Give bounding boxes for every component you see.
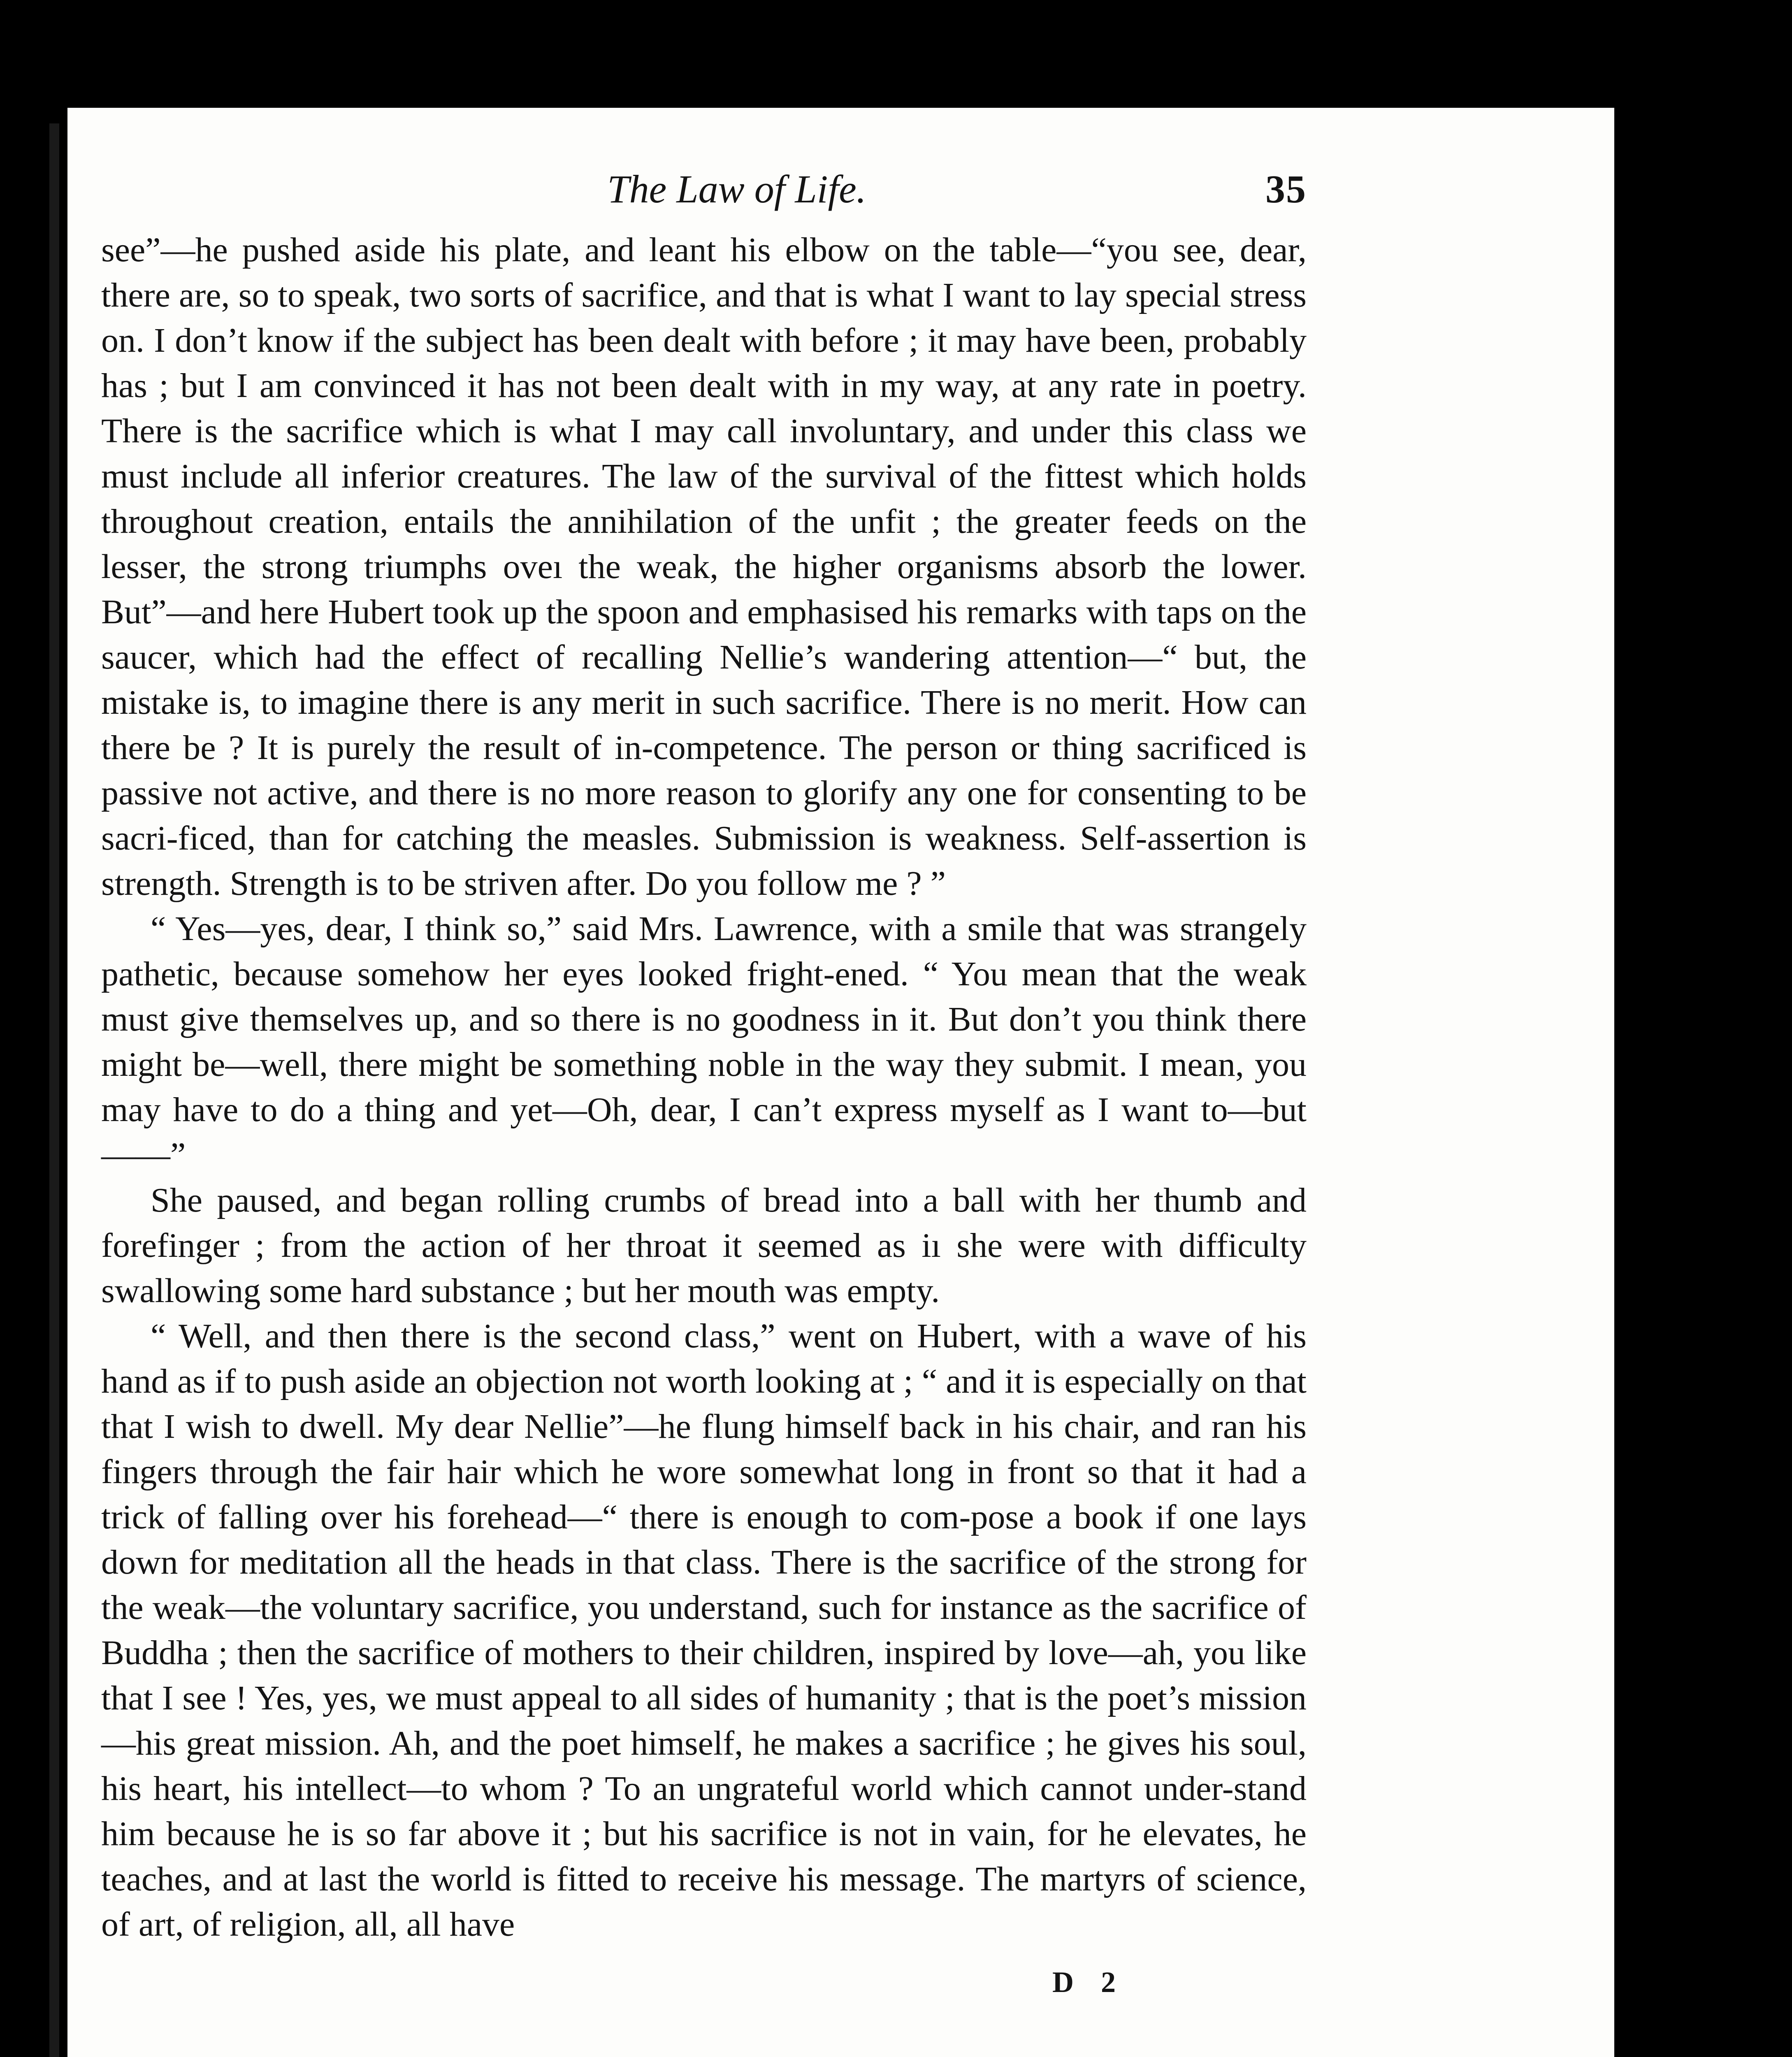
- page-content: [101, 167, 1307, 2005]
- paragraph-1: see”—he pushed aside his plate, and leant his elbow on the table—“you see, dear, there are, so to speak, two sorts of sacrifice, and that is what I want to lay special stress on. I don’t know if the subject has been dealt with before ; it may have been, probably has ; but I am convinced it has not been dealt with in my way, at any rate in poetry. There is the sacrifice which is what I may call involuntary, and under this class we must include all inferior creatures. The law of the survival of the fittest which holds throughout creation, entails the annihilation of the unfit ; the greater feeds on the lesser, the strong triumphs oveı the weak, the higher organisms absorb the lower. But”—and here Hubert took up the spoon and emphasised his remarks with taps on the saucer, which had the effect of recalling Nellie’s wandering attention—“ but, the mistake is, to imagine there is any merit in such sacrifice. There is no merit. How can there be ? It is purely the result of in-competence. The person or thing sacrificed is passive not active, and there is no more reason to glorify any one for consenting to be sacri-ficed, than for catching the measles. Submission is weakness. Self-assertion is strength. Strength is to be striven after. Do you follow me ? ”: [101, 231, 1307, 903]
- paragraph-2: “ Yes—yes, dear, I think so,” said Mrs. Lawrence, with a smile that was strangely pathetic, because somehow her eyes looked fright-ened. “ You mean that the weak must give themselves up, and so there is no goodness in it. But don’t you think there might be—well, there might be something noble in the way they submit. I mean, you may have to do a thing and yet—Oh, dear, I can’t express myself as I want to—but——”: [101, 910, 1307, 1174]
- book-spine-shadow: [49, 123, 59, 2057]
- page-number: 35: [1265, 167, 1307, 211]
- running-title: The Law of Life.: [607, 167, 866, 211]
- page-header: [101, 167, 1307, 216]
- paragraph-3: She paused, and began rolling crumbs of bread into a ball with her thumb and forefinger ; from the action of her throat it seemed as iı she were with difficulty swallowing some hard substance ; but her mouth was empty.: [101, 1181, 1307, 1310]
- paragraph-4: “ Well, and then there is the second class,” went on Hubert, with a wave of his hand as if to push aside an objection not worth looking at ; “ and it is especially on that that I wish to dwell. My dear Nellie”—he flung himself back in his chair, and ran his fingers through the fair hair which he wore somewhat long in front so that it had a trick of falling over his forehead—“ there is enough to com-pose a book if one lays down for meditation all the heads in that class. There is the sacrifice of the strong for the weak—the voluntary sacrifice, you understand, such for instance as the sacrifice of Buddha ; then the sacrifice of mothers to their children, inspired by love—ah, you like that I see ! Yes, yes, we must appeal to all sides of humanity ; that is the poet’s mission—his great mission. Ah, and the poet himself, he makes a sacrifice ; he gives his soul, his heart, his intellect—to whom ? To an ungrateful world which cannot under-stand him because he is so far above it ; but his sacrifice is not in vain, for he elevates, he teaches, and at last the world is fitted to receive his message. The martyrs of science, of art, of religion, all, all have: [101, 1317, 1307, 1943]
- signature-mark: D 2: [1052, 1966, 1126, 1999]
